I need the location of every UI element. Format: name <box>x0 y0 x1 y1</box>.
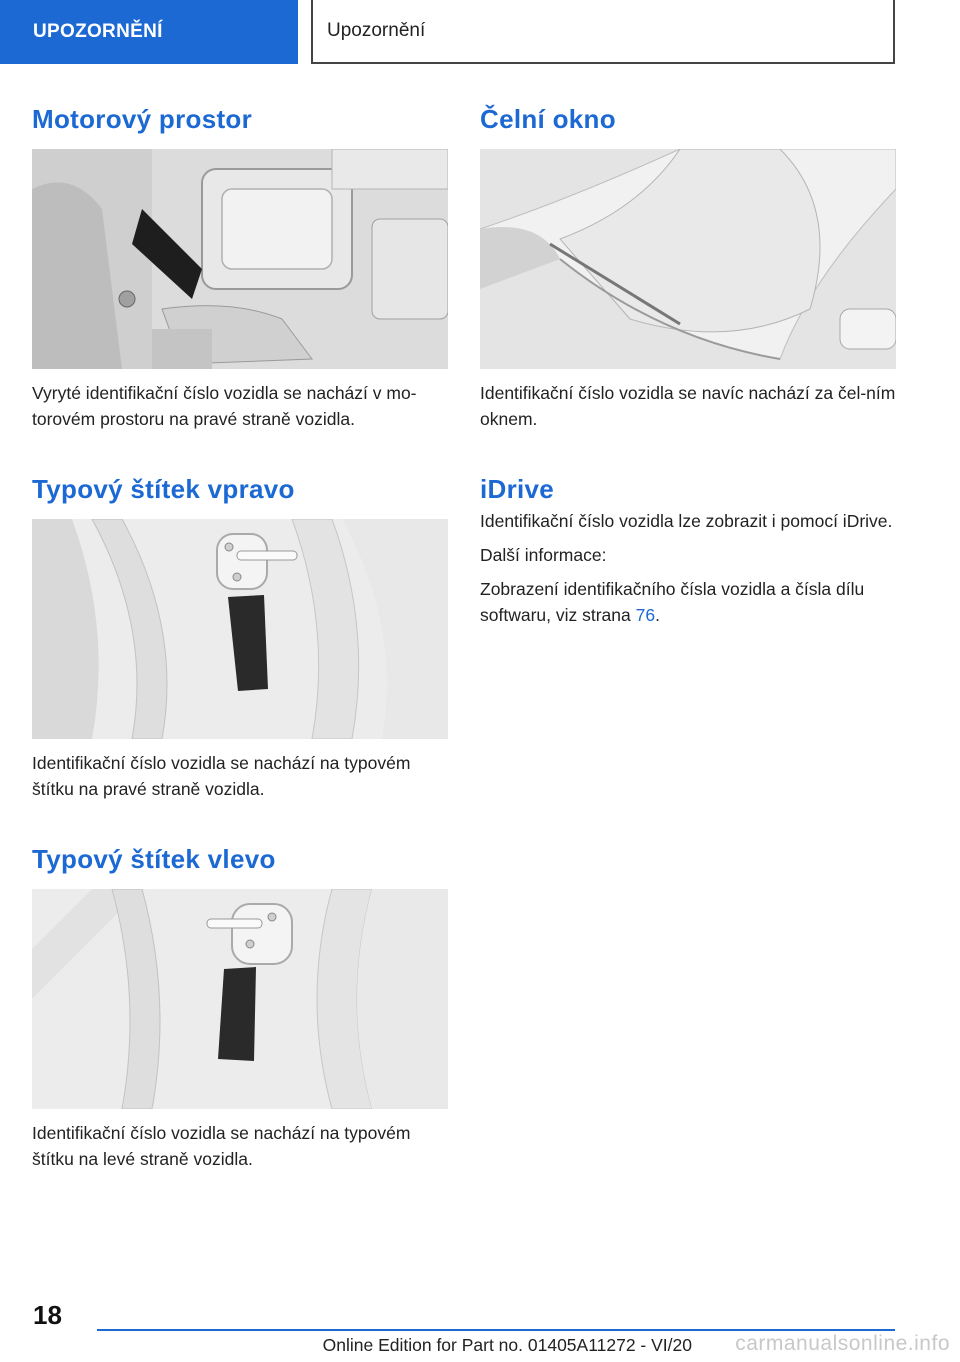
section-title: Čelní okno <box>480 104 616 134</box>
section-title: Motorový prostor <box>32 104 253 134</box>
reference-end: . <box>655 605 660 625</box>
section-title: iDrive <box>480 474 555 504</box>
section-caption: Identifikační číslo vozidla se nachází na typovém štítku na pravé straně vozidla. <box>32 753 411 799</box>
further-info-label: Další informace: <box>480 545 607 565</box>
section-caption: Vyryté identifikační číslo vozidla se nachází v mo-torovém prostoru na pravé straně vozidla. <box>32 383 417 429</box>
right-column <box>480 100 896 666</box>
door-pillar-left-image <box>32 889 448 1109</box>
section-type-plate-left <box>32 840 448 1172</box>
idrive-paragraph: Identifikační číslo vozidla lze zobrazit i pomocí iDrive. <box>480 511 893 531</box>
footer-divider <box>97 1329 895 1331</box>
reference-text: Zobrazení identifikačního čísla vozidla a čísla dílu softwaru, viz strana <box>480 579 865 625</box>
section-title: Typový štítek vlevo <box>32 844 276 874</box>
section-type-plate-right <box>32 470 448 802</box>
idrive-reference <box>480 576 896 628</box>
page-reference-link[interactable]: 76 <box>635 605 656 625</box>
section-engine-compartment <box>32 100 448 432</box>
chapter-title: Upozornění <box>311 0 895 64</box>
section-title: Typový štítek vpravo <box>32 474 295 504</box>
footer-edition: Online Edition for Part no. 01405A11272 - VI/20 <box>322 1335 692 1355</box>
section-idrive <box>480 470 896 628</box>
section-caption: Identifikační číslo vozidla se navíc nachází za čel-ním oknem. <box>480 383 896 429</box>
section-windshield <box>480 100 896 432</box>
left-column <box>32 100 448 1210</box>
watermark: carmanualsonline.info <box>735 1332 950 1355</box>
windshield-image <box>480 149 896 369</box>
section-tab[interactable]: UPOZORNĚNÍ <box>0 0 298 64</box>
page-number: 18 <box>33 1300 62 1330</box>
door-pillar-right-image <box>32 519 448 739</box>
engine-compartment-image <box>32 149 448 369</box>
section-caption: Identifikační číslo vozidla se nachází na typovém štítku na levé straně vozidla. <box>32 1123 411 1169</box>
